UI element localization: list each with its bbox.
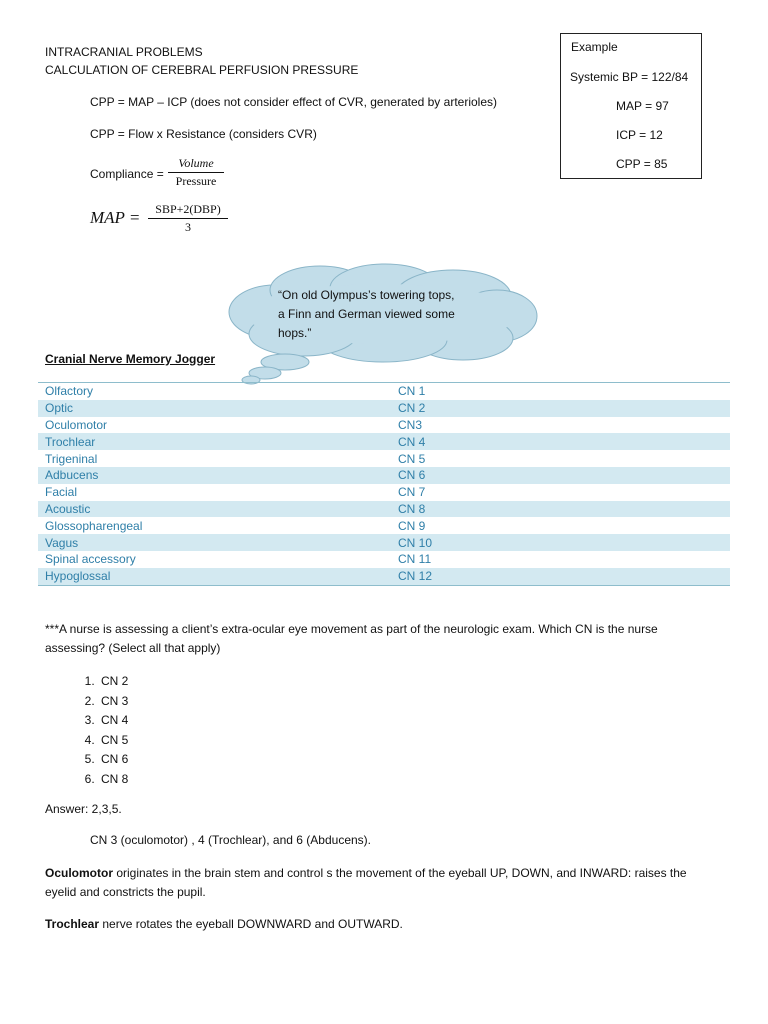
answer-detail: CN 3 (oculomotor) , 4 (Trochlear), and 6 (Abducens).	[90, 833, 371, 847]
cloud-quote-line-1: “On old Olympus’s towering tops,	[278, 288, 455, 302]
table-row	[38, 400, 730, 417]
example-map: MAP = 97	[616, 99, 669, 113]
nerve-name-cell: Acoustic	[38, 501, 391, 518]
cloud-quote-line-3: hops.”	[278, 326, 312, 340]
nerve-name-cell: Oculomotor	[45, 417, 108, 432]
memory-jogger-title: Cranial Nerve Memory Jogger	[45, 352, 216, 366]
nerve-name-cell: Glossopharengeal	[45, 518, 143, 533]
nerve-number-cell: CN 7	[398, 485, 426, 500]
oculomotor-description: originates in the brain stem and control s the movement of the eyeball UP, DOWN, and INWARD: raises the	[113, 866, 687, 880]
nerve-number-cell: CN 6	[391, 467, 730, 484]
nerve-name-cell: Olfactory	[45, 384, 94, 399]
nerve-number-cell: CN 1	[398, 384, 426, 399]
option-item: 2. CN 3	[98, 692, 128, 712]
nerve-number-cell: CN 9	[398, 518, 426, 533]
nerve-name-cell: Hypoglossal	[38, 568, 391, 585]
example-cpp: CPP = 85	[616, 157, 668, 171]
compliance-label: Compliance =	[90, 167, 164, 181]
map-numerator: SBP+2(DBP)	[155, 202, 221, 216]
nerve-number-cell: CN3	[398, 417, 423, 432]
header-line-1: INTRACRANIAL PROBLEMS	[45, 45, 203, 59]
answer-options	[45, 672, 128, 789]
table-row	[38, 517, 730, 534]
header-line-2: CALCULATION OF CEREBRAL PERFUSION PRESSURE	[45, 63, 359, 77]
nerve-number-cell: CN 5	[398, 451, 426, 466]
nerve-number-cell: CN 8	[391, 501, 730, 518]
table-row	[38, 417, 730, 434]
map-label: MAP =	[90, 208, 141, 227]
compliance-numerator: Volume	[178, 156, 214, 170]
nerve-name-cell: Facial	[45, 485, 78, 500]
cloud-quote-line-2: a Finn and German viewed some	[278, 307, 455, 321]
trochlear-term: Trochlear	[45, 917, 100, 931]
cranial-nerve-table	[38, 382, 730, 586]
option-item: 5. CN 6	[98, 750, 128, 770]
table-row	[38, 467, 730, 484]
thought-cloud	[225, 262, 545, 386]
nerve-name-cell: Optic	[38, 400, 391, 417]
answer-line: Answer: 2,3,5.	[45, 802, 122, 816]
question-line-2: assessing? (Select all that apply)	[45, 641, 221, 655]
option-item: 6. CN 8	[98, 770, 128, 790]
oculomotor-term: Oculomotor	[45, 866, 113, 880]
nerve-name-cell: Adbucens	[38, 467, 391, 484]
example-title: Example	[571, 40, 618, 54]
cpp-formula-2: CPP = Flow x Resistance (considers CVR)	[90, 127, 317, 141]
oculomotor-note-cont: eyelid and constricts the pupil.	[45, 885, 206, 899]
fraction-bar	[168, 172, 224, 173]
table-row	[38, 450, 730, 467]
table-row	[38, 551, 730, 568]
compliance-fraction	[168, 156, 224, 189]
cpp-formula-1: CPP = MAP – ICP (does not consider effect of CVR, generated by arterioles)	[90, 95, 497, 109]
map-fraction	[148, 202, 228, 235]
table-row	[38, 383, 730, 400]
nerve-name-cell: Trochlear	[38, 433, 391, 450]
option-item: 3. CN 4	[98, 711, 128, 731]
table-row	[38, 433, 730, 450]
nerve-number-cell: CN 4	[391, 433, 730, 450]
example-box	[560, 33, 702, 179]
compliance-denominator: Pressure	[175, 174, 217, 188]
nerve-number-cell: CN 2	[391, 400, 730, 417]
nerve-number-cell: CN 11	[398, 552, 432, 567]
map-denominator: 3	[185, 220, 191, 234]
trochlear-description: nerve rotates the eyeball DOWNWARD and OUTWARD.	[99, 917, 403, 931]
table-row	[38, 501, 730, 518]
nerve-name-cell: Vagus	[38, 534, 391, 551]
nerve-number-cell: CN 12	[391, 568, 730, 585]
nerve-name-cell: Spinal accessory	[45, 552, 136, 567]
nerve-number-cell: CN 10	[391, 534, 730, 551]
nerve-name-cell: Trigeninal	[45, 451, 98, 466]
table-row	[38, 568, 730, 585]
example-systemic-bp: Systemic BP = 122/84	[570, 70, 689, 84]
option-item: 4. CN 5	[98, 731, 128, 751]
question-line-1: ***A nurse is assessing a client’s extra-ocular eye movement as part of the neurologic exam. Which CN is the nurse	[45, 622, 658, 636]
fraction-bar	[148, 218, 228, 219]
example-icp: ICP = 12	[616, 128, 663, 142]
table-row	[38, 484, 730, 501]
trochlear-note	[45, 917, 403, 931]
option-item: 1. CN 2	[98, 672, 128, 692]
table-row	[38, 534, 730, 551]
oculomotor-note	[45, 866, 687, 880]
